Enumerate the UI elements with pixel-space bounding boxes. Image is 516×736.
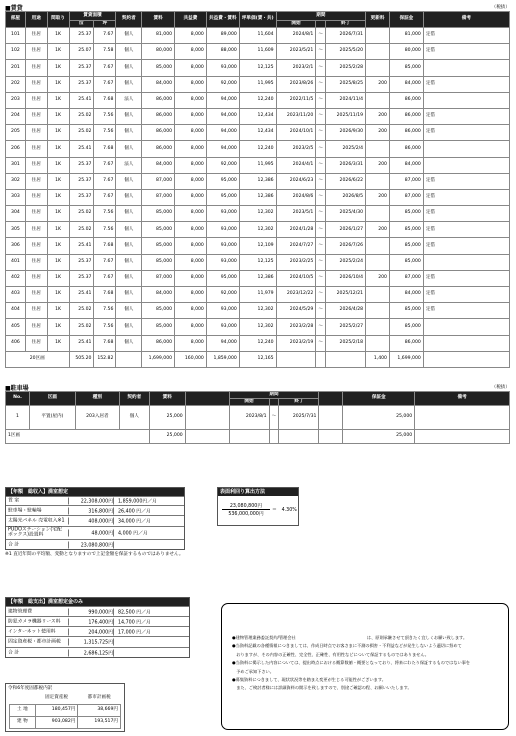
rent-unit: （税抜） <box>491 5 510 10</box>
table-row: 406 住居 1K 25.41 7.68 個人 86,000 8,000 94,000 12,240 2023/2/19 ～ 2025/2/18 86,000 <box>6 335 510 351</box>
yield-result: ＝ 4.30% <box>272 508 297 513</box>
col-area-m2: ㎡ <box>69 21 94 28</box>
col-no: 部屋 <box>6 12 26 28</box>
table-row: 206 住居 1K 25.41 7.68 個人 86,000 8,000 94,000 12,240 2023/2/5 ～ 2025/2/4 86,000 <box>6 141 510 157</box>
col-area-tsubo: 坪 <box>94 21 116 28</box>
pcol-tilde <box>269 399 279 406</box>
col-rent: 賃料 <box>142 12 175 28</box>
rent-table <box>5 11 510 368</box>
summary-row: 建物管理費 990,000円 82,500 円／月 <box>6 606 189 616</box>
tax-box <box>5 683 125 732</box>
note-line: また、ご検討者様には詳細資料の開示を致しますので、別途ご確認の程、お願いいたします。 <box>232 685 412 691</box>
pcol-type: 種別 <box>75 392 119 406</box>
note-line: 予めご承知下さい。 <box>232 668 274 674</box>
table-row: 202 住居 1K 25.37 7.67 個人 84,000 8,000 92,000 11,995 2023/8/26 ～ 2025/8/25 200 84,000 定借 <box>6 76 510 92</box>
summary-row: 合 計 2,686,125円 <box>6 647 189 657</box>
table-row: 建 物 903,082円 193,517円 <box>10 716 121 728</box>
pcol-no: No. <box>6 392 30 406</box>
rent-heading: ■賃貸 <box>5 5 23 12</box>
table-row: 403 住居 1K 25.41 7.68 個人 84,000 8,000 92,000 11,979 2023/12/22 ～ 2025/12/21 84,000 定借 <box>6 287 510 303</box>
col-period: 期間 <box>276 12 366 21</box>
col-tenant: 契約者 <box>116 12 142 28</box>
table-row: 101 住居 1K 25.37 7.67 個人 81,000 8,000 89,000 11,604 2024/8/1 ～ 2026/7/31 81,000 定借 <box>6 28 510 44</box>
col-layout: 間取り <box>47 12 69 28</box>
table-row: 102 住居 1K 25.07 7.58 個人 80,000 8,000 88,000 11,609 2023/5/21 ～ 2025/5/20 80,000 定借 <box>6 44 510 60</box>
table-row: 401 住居 1K 25.37 7.67 個人 85,000 8,000 93,000 12,125 2023/2/25 ～ 2025/2/24 85,000 <box>6 254 510 270</box>
summary-row: 太陽光パネル 売電収入※1 408,000円 34,000 円／月 <box>6 515 184 526</box>
col-start: 開始 <box>276 21 316 28</box>
note-line: ●当資料に掲示した内容については、提出時点における概算数値・概要となっており、将来にわたり保証するものではない事を <box>232 660 471 666</box>
table-row: 404 住居 1K 25.02 7.56 個人 85,000 8,000 93,000 12,302 2024/5/29 ～ 2026/4/28 85,000 定借 <box>6 303 510 319</box>
table-total-row: 1区画 25,000 25,000 <box>6 430 510 444</box>
yield-denominator: 536,000,000円 <box>228 512 264 517</box>
summary-row: インターネット使用料 204,000円 17,000 円／月 <box>6 626 189 636</box>
pcol-end: 終了 <box>279 399 319 406</box>
pcol-blank2 <box>319 392 343 406</box>
summary-row: 賃 室 22,308,000円 1,859,000円／月 <box>6 496 184 505</box>
tax-title: 令和6年度固都税内訳 <box>8 686 53 691</box>
income-box <box>5 487 185 550</box>
table-row: 301 住居 1K 25.37 7.67 法人 84,000 8,000 92,000 11,995 2024/4/1 ～ 2026/3/31 200 84,000 <box>6 157 510 173</box>
table-row: 305 住居 1K 25.02 7.56 個人 85,000 8,000 93,000 12,302 2024/1/28 ～ 2026/1/27 200 85,000 定借 <box>6 222 510 238</box>
pcol-name: 区画 <box>29 392 75 406</box>
col-common: 共益費 <box>175 12 207 28</box>
expense-heading: 【年額 総支出】満室想定金のみ <box>6 598 189 606</box>
summary-row: 固定資産税・都市計画税 1,315,725円 <box>6 636 189 647</box>
table-row: 303 住居 1K 25.37 7.67 個人 87,000 8,000 95,000 12,386 2024/8/6 ～ 2026/8/5 200 87,000 定借 <box>6 189 510 205</box>
col-deposit: 保証金 <box>389 12 423 28</box>
col-tilde <box>316 21 326 28</box>
parking-table <box>5 391 510 444</box>
note-line: おりますが、その内容の正確性、完全性、正確性、有用性などについて保証するものではありません。 <box>232 651 429 657</box>
summary-row: 防犯カメラ機器リース料 176,400円 14,700 円／月 <box>6 616 189 626</box>
parking-heading: ■駐車場 <box>5 385 29 392</box>
summary-row: PUDOステーション(宅配ボックス)設置料 48,000円 4,000 円／月 <box>6 526 184 539</box>
table-row: 土 地 180,457円 38,669円 <box>10 704 121 716</box>
yield-heading: 表面利回り算出方法 <box>218 488 298 496</box>
col-total: 共益費・賃料 <box>206 12 239 28</box>
note-line: ●建物管理業務委託契約/管理会社 は、原則承継させて頂きたく宜しくお願い致します。 <box>232 635 468 640</box>
pcol-rent: 賃料 <box>149 392 185 406</box>
summary-row: 合 計 23,080,800円 <box>6 539 184 549</box>
table-row: 204 住居 1K 25.02 7.56 個人 86,000 8,000 94,000 12,434 2023/11/20 ～ 2025/11/19 200 86,000 定借 <box>6 108 510 124</box>
yield-numerator: 23,080,800円 <box>222 502 270 510</box>
table-row: 203 住居 1K 25.41 7.68 法人 86,000 8,000 94,000 12,240 2022/11/5 ～ 2024/11/4 86,000 <box>6 92 510 108</box>
pcol-tenant: 契約者 <box>119 392 149 406</box>
tax-table: 固定資産税 都市計画税 土 地 180,457円 38,669円 建 物 903,082円 193,517円 <box>9 694 121 729</box>
income-heading: 【年額 総収入】満室想定 <box>6 488 184 496</box>
pcol-start: 開始 <box>229 399 269 406</box>
notes-box <box>221 603 509 730</box>
pcol-blank <box>185 392 229 406</box>
table-total-row: 20区画 505.20 152.82 1,699,000 160,000 1,859,000 12,165 1,400 1,699,000 <box>6 351 510 367</box>
table-row: 201 住居 1K 25.37 7.67 個人 85,000 8,000 93,000 12,125 2023/2/1 ～ 2025/2/28 85,000 <box>6 60 510 76</box>
note-line: ●当資料記載の各種情報につきましては、作成日時点でお客さまに不測の損害・不利益などが発生しないよう適切に努めて <box>232 643 462 649</box>
table-row: 304 住居 1K 25.02 7.56 個人 85,000 8,000 93,000 12,302 2023/5/1 ～ 2025/4/30 85,000 定借 <box>6 206 510 222</box>
pcol-deposit: 保証金 <box>343 392 415 406</box>
yield-box <box>217 487 299 526</box>
table-row: 205 住居 1K 25.02 7.56 個人 86,000 8,000 94,000 12,434 2024/10/1 ～ 2026/9/30 200 86,000 定借 <box>6 125 510 141</box>
table-row: 306 住居 1K 25.41 7.68 個人 85,000 8,000 93,000 12,109 2024/7/27 ～ 2026/7/26 85,000 定借 <box>6 238 510 254</box>
col-use: 用途 <box>25 12 47 28</box>
col-area: 賃貸面積 <box>69 12 116 21</box>
summary-row: 駐車場・駐輪場 316,800円 26,400 円／月 <box>6 505 184 515</box>
parking-unit: （税抜） <box>491 385 510 390</box>
col-renewal: 更新料 <box>366 12 390 28</box>
table-row: 1 平置(屋内) 203入居者 個人 25,000 2023/8/1 ～ 2025/7/31 25,000 <box>6 406 510 430</box>
note-line: ●募集資料につきまして、現状状況等を踏まえ変更が生じる可能性がございます。 <box>232 677 386 683</box>
col-note: 備考 <box>423 12 509 28</box>
col-end: 終了 <box>326 21 366 28</box>
table-row: 302 住居 1K 25.37 7.67 個人 87,000 8,000 95,000 12,386 2024/6/23 ～ 2026/6/22 87,000 定借 <box>6 173 510 189</box>
pcol-period: 期間 <box>229 392 319 399</box>
table-row: 405 住居 1K 25.02 7.56 個人 85,000 8,000 93,000 12,302 2023/2/28 ～ 2025/2/27 85,000 <box>6 319 510 335</box>
pcol-note: 備考 <box>415 392 510 406</box>
income-note: ※1 直近年間の平均額、変動となりますので上記金額を保証するものではありません。 <box>5 552 184 557</box>
expense-box <box>5 597 190 658</box>
table-row: 402 住居 1K 25.37 7.67 個人 87,000 8,000 95,000 12,386 2024/10/5 ～ 2026/10/4 200 87,000 定借 <box>6 270 510 286</box>
col-tsubo-price: 坪単価(賃・共) <box>239 12 276 28</box>
